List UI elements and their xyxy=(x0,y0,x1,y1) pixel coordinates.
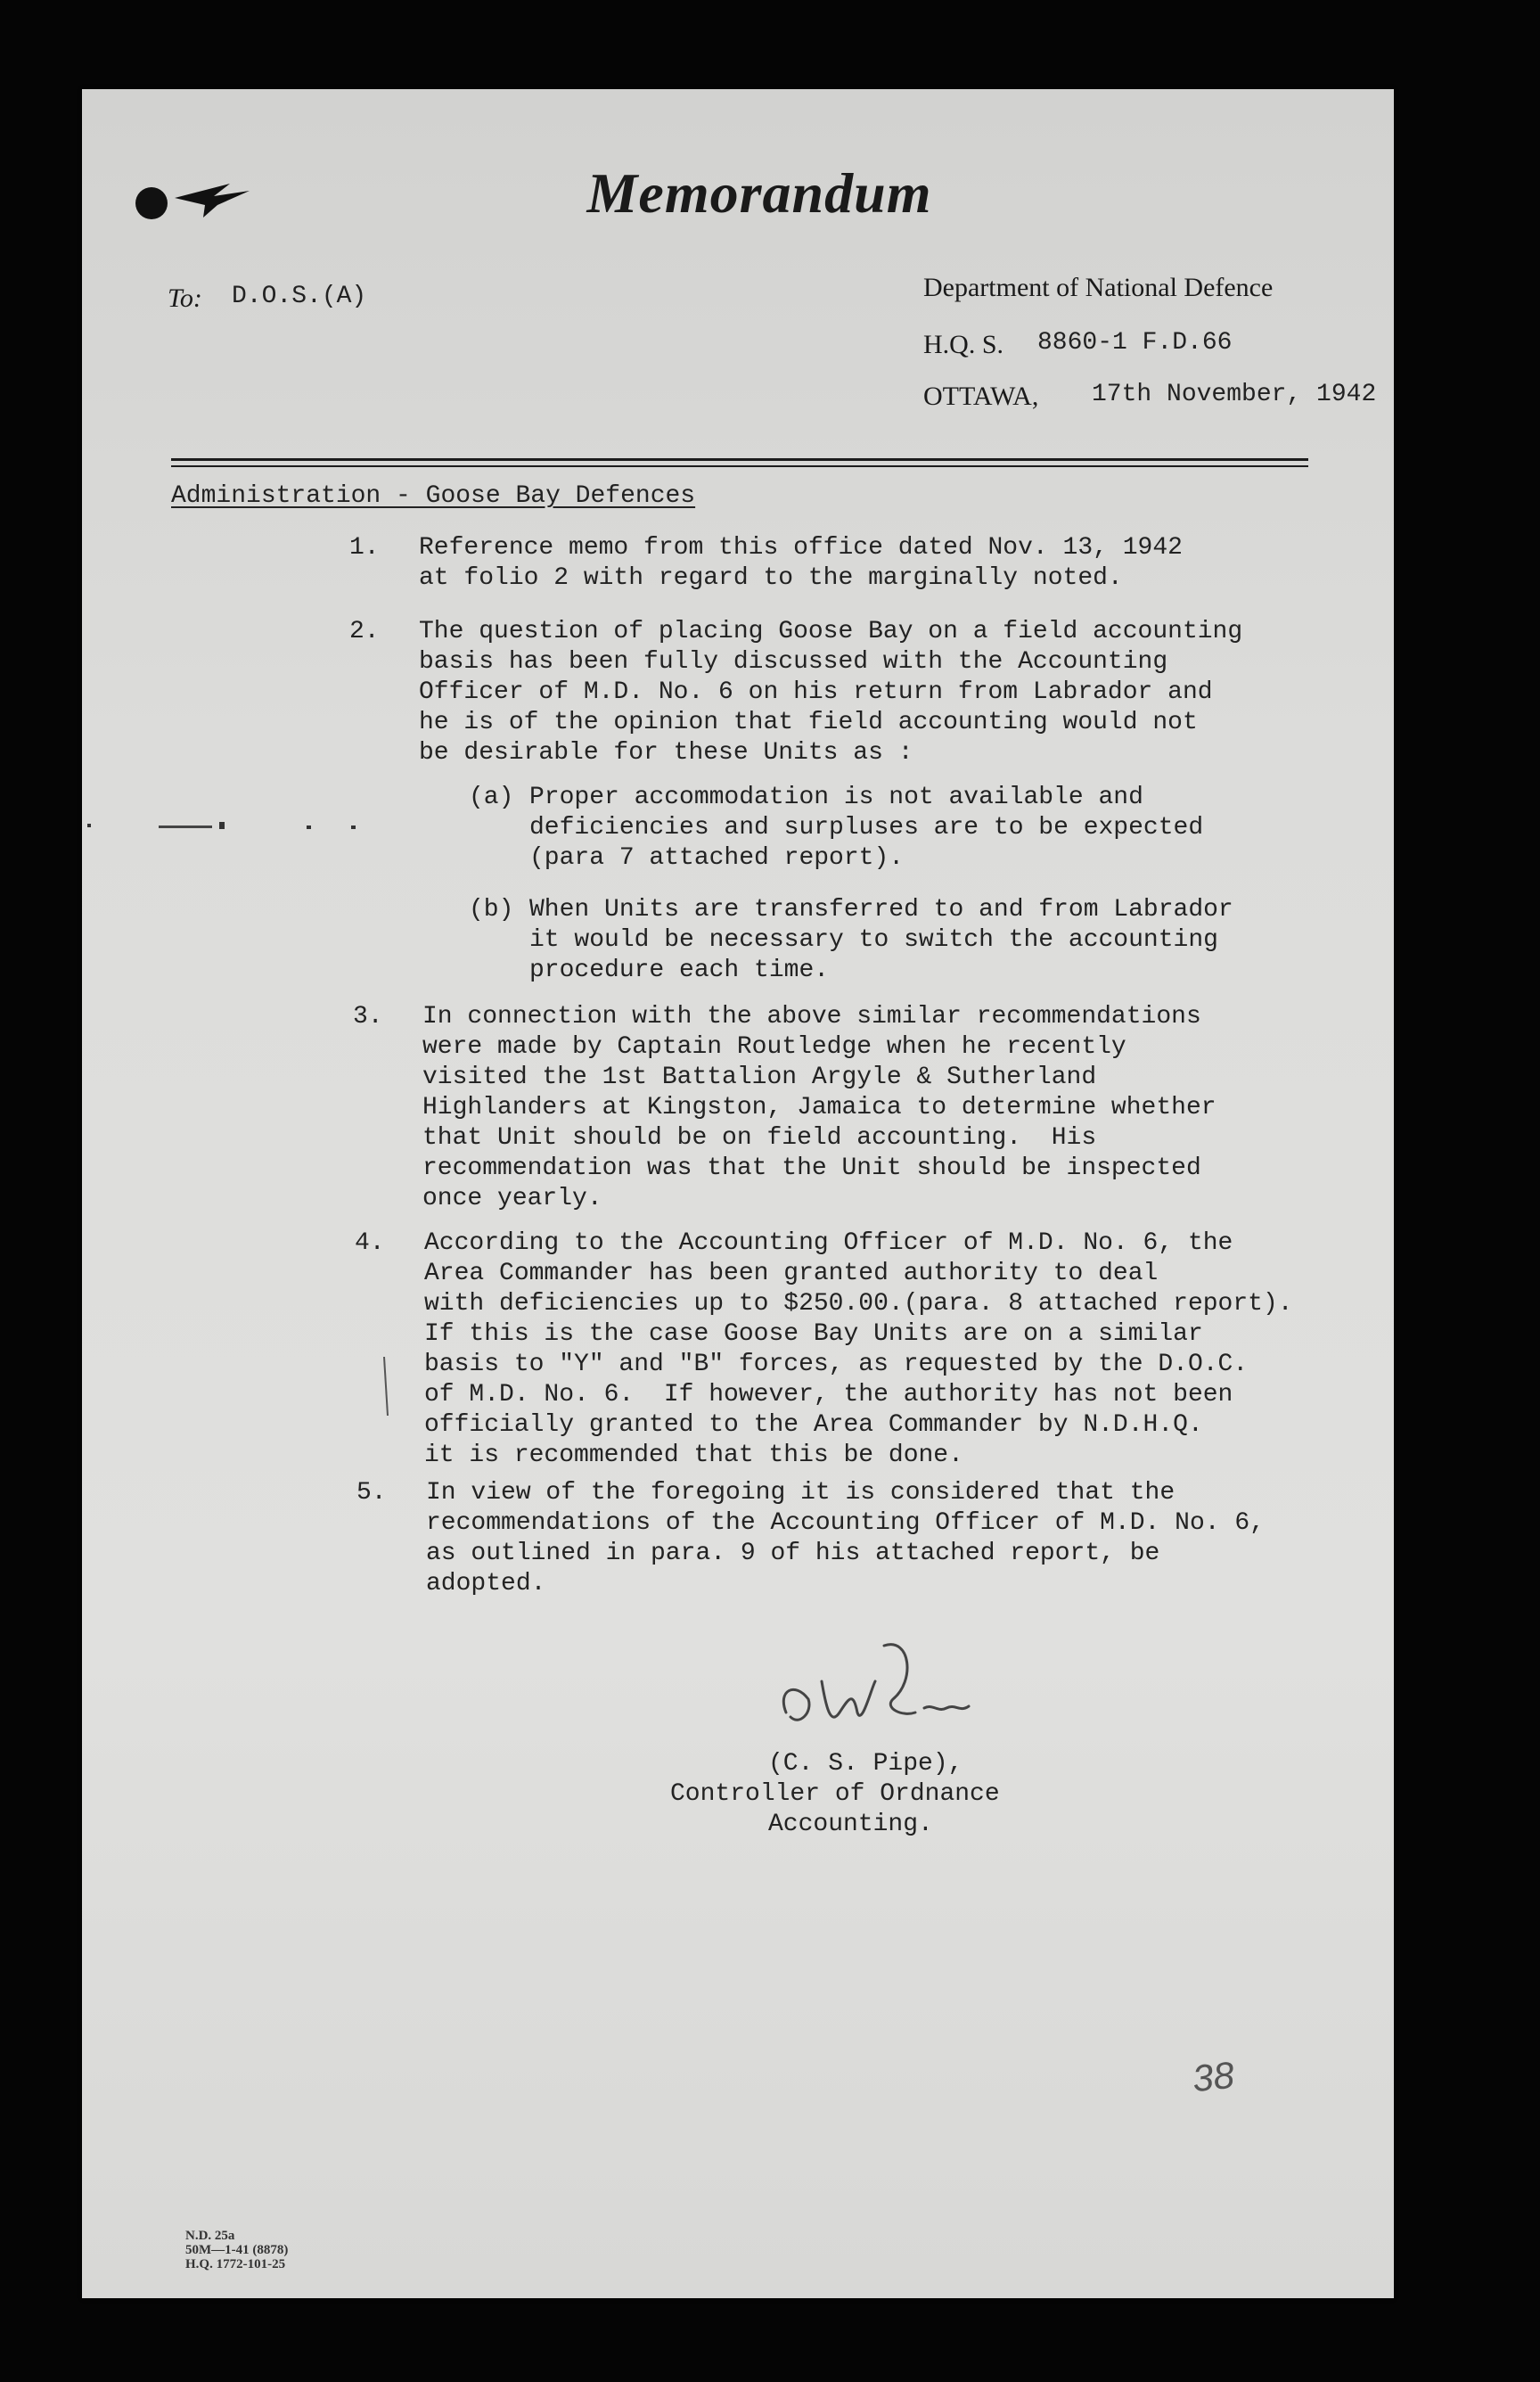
memo-page xyxy=(82,89,1394,2298)
paragraph-1-text: Reference memo from this office dated Nov. 13, 1942 at folio 2 with regard to the marginally noted. xyxy=(419,534,1183,592)
paragraph-number: 1. xyxy=(349,534,380,562)
paragraph-5-text: In view of the foregoing it is considered that the recommendations of the Accounting Officer of M.D. No. 6, as outlined in para. 9 of his attached report, be adopted. xyxy=(426,1479,1265,1598)
hq-file-label: H.Q. S. xyxy=(923,330,1004,359)
form-code-line: 50M—1-41 (8878) xyxy=(185,2243,289,2257)
subpoint-a-text: Proper accommodation is not available and deficiencies and surpluses are to be expected (para 7 attached report). xyxy=(529,784,1204,872)
paragraph-number: 3. xyxy=(353,1003,383,1031)
paragraph-4-text: According to the Accounting Officer of M.D. No. 6, the Area Commander has been granted authority to deal with deficiencies up to $250.00.(para. 8 attached report). If this is the case Goose Bay Units are on a similar basis to "Y" and "B" forces, as requested by the D.O.C. of M.D. No. 6. If however, the authority has not been officially granted to the Area Commander by N.D.H.Q. it is recommended that this be done. xyxy=(424,1229,1293,1469)
signatory-name: (C. S. Pipe), xyxy=(768,1750,963,1778)
form-code-line: N.D. 25a xyxy=(185,2229,235,2243)
memo-title: Memorandum xyxy=(586,161,932,225)
hq-file-number: 8860-1 F.D.66 xyxy=(1037,329,1233,357)
folio-number: 38 xyxy=(1190,2053,1236,2100)
subpoint-label: (b) xyxy=(469,896,514,924)
form-code-line: H.Q. 1772-101-25 xyxy=(185,2257,286,2271)
subpoint-label: (a) xyxy=(469,784,514,811)
city-label: OTTAWA, xyxy=(923,382,1039,411)
handwritten-signature xyxy=(759,1628,991,1753)
to-label: To: xyxy=(168,283,202,313)
memo-subject: Administration - Goose Bay Defences xyxy=(171,482,696,510)
bird-logo-icon xyxy=(132,171,266,225)
signatory-title: Controller of Ordnance xyxy=(670,1780,1000,1808)
paragraph-number: 5. xyxy=(356,1479,387,1507)
margin-tick-marks xyxy=(87,813,373,840)
margin-pencil-mark xyxy=(381,1355,391,1417)
signatory-title-line2: Accounting. xyxy=(768,1811,933,1838)
subpoint-b-text: When Units are transferred to and from Labrador it would be necessary to switch the accounting procedure each time. xyxy=(529,896,1233,984)
paragraph-2-text: The question of placing Goose Bay on a field accounting basis has been fully discussed with the Accounting Officer of M.D. No. 6 on his return from Labrador and he is of the opinion that field accounting would not be desirable for these Units as : xyxy=(419,618,1243,767)
department-name: Department of National Defence xyxy=(923,273,1274,302)
paragraph-number: 4. xyxy=(355,1229,385,1257)
memo-date: 17th November, 1942 xyxy=(1092,381,1377,408)
to-recipient: D.O.S.(A) xyxy=(232,283,367,310)
header-divider-secondary xyxy=(171,465,1308,467)
paragraph-number: 2. xyxy=(349,618,380,645)
header-divider xyxy=(171,458,1308,461)
paragraph-3-text: In connection with the above similar recommendations were made by Captain Routledge when he recently visited the 1st Battalion Argyle & Sutherland Highlanders at Kingston, Jamaica to determine whether that Unit should be on field accounting. His recommendation was that the Unit should be inspected once yearly. xyxy=(422,1003,1216,1212)
